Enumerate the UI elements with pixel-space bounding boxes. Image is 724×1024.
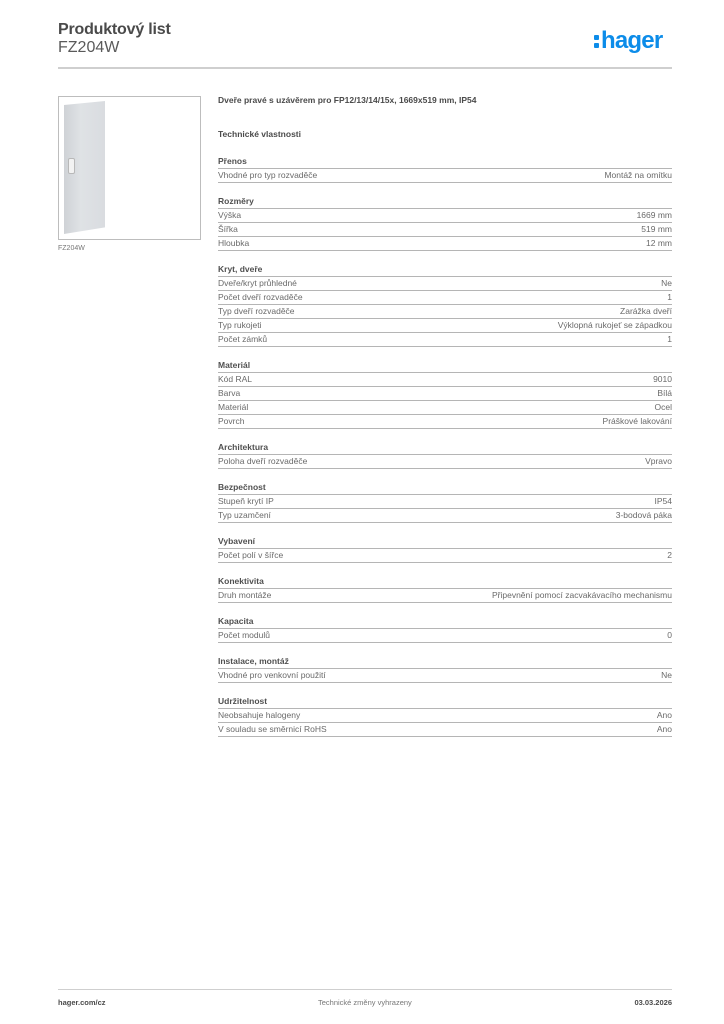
section-title: Instalace, montáž [218,655,672,669]
spec-value: 12 mm [646,238,672,248]
spec-row [218,509,672,523]
spec-label: Poloha dveří rozvaděče [218,456,308,466]
spec-value: Výklopná rukojeť se západkou [557,320,672,330]
spec-label: V souladu se směrnicí RoHS [218,724,327,734]
spec-value: 0 [667,630,672,640]
spec-section [218,655,672,683]
logo-text: hager [601,27,663,54]
spec-label: Hloubka [218,238,250,248]
spec-value: Zarážka dveří [620,306,672,316]
spec-section [218,535,672,563]
spec-content [218,95,672,737]
spec-label: Typ uzamčení [218,510,271,520]
spec-value: 1 [667,334,672,344]
spec-label: Vhodné pro typ rozvaděče [218,170,318,180]
spec-row [218,319,672,333]
spec-label: Počet zámků [218,334,268,344]
spec-value: Ano [656,724,672,734]
spec-value: Práškové lakování [602,416,672,426]
spec-row [218,277,672,291]
footer-divider [58,989,672,990]
spec-label: Typ rukojeti [218,320,262,330]
spec-section [218,575,672,603]
spec-row [218,223,672,237]
section-title: Kapacita [218,615,672,629]
spec-row [218,333,672,347]
product-description: Dveře pravé s uzávěrem pro FP12/13/14/15x, 1669x519 mm, IP54 [218,95,477,105]
spec-row [218,209,672,223]
spec-value: Montáž na omítku [604,170,672,180]
section-title: Udržitelnost [218,695,672,709]
spec-row [218,549,672,563]
product-image [58,96,201,240]
spec-value: Bílá [657,388,672,398]
spec-row [218,291,672,305]
section-title: Architektura [218,441,672,455]
spec-section [218,441,672,469]
spec-row [218,401,672,415]
spec-section [218,195,672,251]
section-title: Přenos [218,155,672,169]
spec-value: 3-bodová páka [615,510,672,520]
spec-value: 9010 [653,374,672,384]
spec-value: Vpravo [645,456,672,466]
spec-row [218,387,672,401]
spec-value: 2 [667,550,672,560]
spec-row [218,723,672,737]
spec-label: Stupeň krytí IP [218,496,274,506]
spec-label: Výška [218,210,242,220]
spec-value: 1669 mm [636,210,672,220]
spec-section [218,695,672,737]
spec-label: Povrch [218,416,245,426]
spec-label: Počet polí v šířce [218,550,284,560]
spec-row [218,709,672,723]
spec-label: Počet dveří rozvaděče [218,292,303,302]
spec-row [218,415,672,429]
spec-section [218,615,672,643]
section-title: Rozměry [218,195,672,209]
footer-date: 03.03.2026 [634,998,672,1007]
spec-row [218,455,672,469]
spec-row [218,629,672,643]
spec-value: 519 mm [641,224,672,234]
spec-value: Ne [661,278,672,288]
page-title: Produktový list [58,21,171,38]
spec-section [218,359,672,429]
spec-label: Barva [218,388,241,398]
spec-section [218,481,672,523]
spec-row [218,237,672,251]
spec-label: Vhodné pro venkovní použití [218,670,326,680]
spec-value: Připevnění pomocí zacvakávacího mechanismu [491,590,672,600]
section-title: Kryt, dveře [218,263,672,277]
spec-row [218,669,672,683]
spec-label: Kód RAL [218,374,253,384]
spec-row [218,589,672,603]
spec-label: Neobsahuje halogeny [218,710,301,720]
spec-value: 1 [667,292,672,302]
footer-disclaimer: Technické změny vyhrazeny [318,998,412,1007]
image-caption: FZ204W [58,245,85,252]
spec-row [218,373,672,387]
logo-colon-icon [594,33,600,49]
product-code: FZ204W [58,39,120,56]
spec-label: Počet modulů [218,630,270,640]
spec-label: Šířka [218,224,238,234]
spec-row [218,305,672,319]
spec-value: Ano [656,710,672,720]
door-handle-icon [68,158,75,174]
hager-logo [594,27,662,55]
spec-value: Ocel [654,402,672,412]
spec-sections [218,155,672,737]
spec-section [218,263,672,347]
footer-website-link[interactable]: hager.com/cz [58,998,106,1007]
spec-value: IP54 [654,496,672,506]
spec-section [218,155,672,183]
tech-properties-heading: Technické vlastnosti [218,129,301,139]
header-divider [58,67,672,69]
spec-label: Druh montáže [218,590,272,600]
spec-label: Typ dveří rozvaděče [218,306,295,316]
section-title: Vybavení [218,535,672,549]
section-title: Bezpečnost [218,481,672,495]
section-title: Materiál [218,359,672,373]
spec-row [218,169,672,183]
spec-label: Materiál [218,402,249,412]
spec-row [218,495,672,509]
spec-label: Dveře/kryt průhledné [218,278,297,288]
spec-value: Ne [661,670,672,680]
section-title: Konektivita [218,575,672,589]
